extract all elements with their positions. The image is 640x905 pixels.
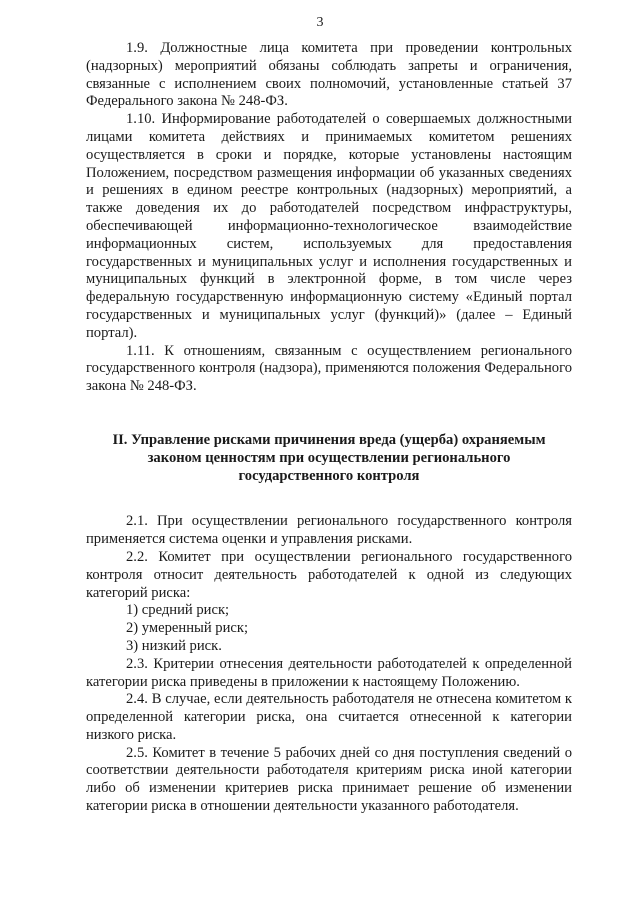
risk-item-low: 3) низкий риск. xyxy=(126,637,222,654)
paragraph-1-10: 1.10. Информирование работодателей о совершаемых должностными лицами комитета действиях и принимаемых комитетом решениях осуществляется в сроки и порядке, которые установлены настоящим Положением, посредством размещения информации об указанных сведениях и решениях в едином реестре контрольных (надзорных) мероприятий, а также доведения их до работодателей посредством инфраструктуры, обеспечивающей информационно-технологическое взаимодействие информационных систем, используемых для предоставления государственных и муниципальных услуг и исполнения государственных и муниципальных функций в электронной форме, в том числе через федеральную государственную информационную систему «Единый портал государственных и муниципальных услуг (функций)» (далее – Единый портал). xyxy=(86,111,572,341)
risk-item-moderate: 2) умеренный риск; xyxy=(126,620,249,637)
paragraph-2-4: 2.4. В случае, если деятельность работодателя не отнесена комитетом к определенной категории риска, она считается отнесенной к категории низкого риска. xyxy=(86,691,572,743)
risk-item-medium: 1) средний риск; xyxy=(126,602,230,619)
paragraph-2-3: 2.3. Критерии отнесения деятельности работодателей к определенной категории риска приведены в приложении к настоящему Положению. xyxy=(86,655,572,690)
section-heading: II. Управление рисками причинения вреда (ущерба) охраняемым законом ценностям при осуществлении регионального государственного контроля xyxy=(112,431,546,484)
paragraph-2-5: 2.5. Комитет в течение 5 рабочих дней со дня поступления сведений о соответствии деятельности работодателя критериям риска иной категории либо об изменении критериев риска принимает решение об изменении категории риска в отношении деятельности указанного работодателя. xyxy=(86,744,572,815)
paragraph-2-2: 2.2. Комитет при осуществлении регионального государственного контроля относит деятельность работодателей к одной из следующих категорий риска: xyxy=(86,548,572,601)
page-number: 3 xyxy=(316,15,324,30)
paragraph-2-1: 2.1. При осуществлении регионального государственного контроля применяется система оценки и управления рисками. xyxy=(86,513,572,548)
paragraph-1-11: 1.11. К отношениям, связанным с осуществлением регионального государственного контроля (надзора), применяются положения Федерального закона № 248-ФЗ. xyxy=(86,342,572,395)
paragraph-1-9: 1.9. Должностные лица комитета при проведении контрольных (надзорных) мероприятий обязаны соблюдать запреты и ограничения, связанные с исполнением своих полномочий, установленные статьей 37 Федерального закона № 248-ФЗ. xyxy=(86,40,572,110)
document-body xyxy=(86,40,572,816)
